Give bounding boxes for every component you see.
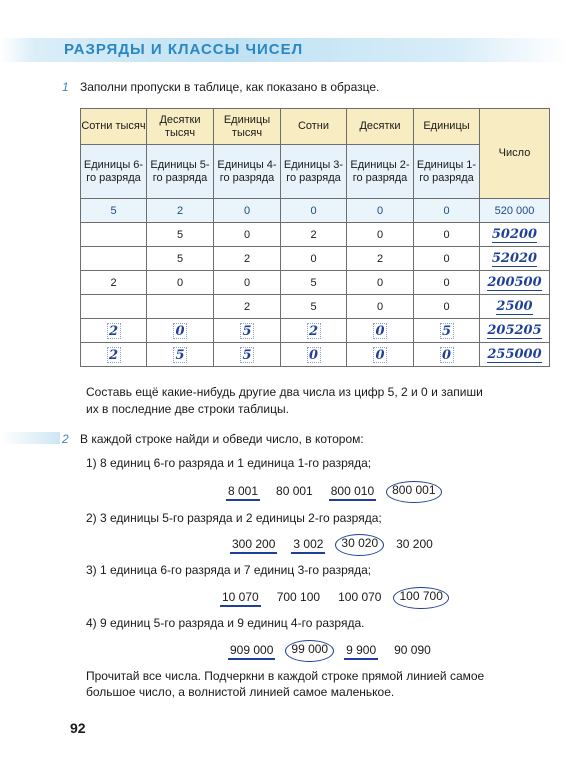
number-option[interactable]: 30 200	[396, 537, 433, 551]
number-cell	[480, 271, 550, 295]
number-option[interactable]: 30 020	[335, 534, 384, 556]
task-1-followup-line-1: Составь ещё какие-нибудь другие два числа из цифр 5, 2 и 0 и запиши	[86, 385, 483, 399]
handwritten-digit: 2	[107, 347, 121, 363]
number-option[interactable]: 909 000	[228, 642, 275, 660]
header-units: Единицы	[414, 109, 480, 145]
handwritten-digit: 0	[307, 347, 321, 363]
table-cell: 5	[281, 271, 347, 295]
subheader-rank-5: Единицы 5-го разряда	[147, 145, 214, 199]
number-option[interactable]: 3 002	[291, 536, 325, 554]
task-2-item-3-label: 3) 1 единица 6-го разряда и 7 единиц 3-го разряда;	[86, 563, 372, 577]
handwritten-digit: 0	[373, 347, 387, 363]
handwritten-number: 205205	[487, 323, 542, 338]
subheader-rank-1: Единицы 1-го разряда	[414, 145, 480, 199]
task-2-number: 2	[62, 432, 69, 446]
handwritten-digit: 5	[440, 323, 454, 339]
task-2-item-1-label: 1) 8 единиц 6-го разряда и 1 единица 1-го разряда;	[86, 456, 372, 470]
table-cell: 2	[81, 271, 147, 295]
handwritten-number: 200500	[487, 275, 542, 290]
number-option[interactable]: 800 001	[386, 481, 441, 503]
table-cell	[147, 295, 214, 319]
table-cell	[81, 343, 147, 367]
table-cell: 5	[147, 223, 214, 247]
header-tens: Десятки	[347, 109, 414, 145]
handwritten-number: 255000	[487, 347, 542, 362]
table-row	[81, 343, 550, 367]
decorative-stripe	[0, 432, 60, 444]
handwritten-digit: 2	[307, 323, 321, 339]
task-2-final-line-1: Прочитай все числа. Подчеркни в каждой строке прямой линией самое	[86, 669, 485, 683]
number-cell	[480, 319, 550, 343]
table-cell	[414, 343, 480, 367]
table-cell: 0	[414, 247, 480, 271]
table-cell: 0	[347, 199, 414, 223]
table-cell: 0	[414, 295, 480, 319]
header-ten-thousands: Десятки тысяч	[147, 109, 214, 145]
task-2-item-2-options	[230, 536, 435, 554]
table-cell: 0	[214, 271, 281, 295]
table-cell	[347, 319, 414, 343]
table-cell	[281, 343, 347, 367]
handwritten-digit: 0	[173, 323, 187, 339]
table-cell: 5	[281, 295, 347, 319]
table-cell: 2	[347, 247, 414, 271]
number-option[interactable]: 90 090	[394, 643, 431, 657]
digits-table	[80, 108, 550, 367]
task-1-text: Заполни пропуски в таблице, как показано в образце.	[80, 80, 380, 94]
number-cell	[480, 343, 550, 367]
table-row	[81, 223, 550, 247]
table-cell	[81, 319, 147, 343]
handwritten-digit: 5	[240, 347, 254, 363]
subheader-rank-2: Единицы 2-го разряда	[347, 145, 414, 199]
number-option[interactable]: 9 900	[344, 642, 378, 660]
table-row	[81, 271, 550, 295]
number-cell	[480, 247, 550, 271]
page-number: 92	[70, 720, 86, 736]
task-2-item-2-label: 2) 3 единицы 5-го разряда и 2 единицы 2-го разряда;	[86, 511, 382, 525]
number-option[interactable]: 100 700	[393, 587, 448, 609]
task-1-number: 1	[62, 80, 69, 94]
number-option[interactable]: 700 100	[276, 590, 321, 604]
digits-table-wrap	[80, 108, 550, 367]
task-2-final-line-2: большое число, а волнистой линией самое маленькое.	[86, 685, 395, 699]
handwritten-number: 52020	[491, 251, 538, 266]
number-option[interactable]: 99 000	[285, 640, 334, 662]
table-cell	[214, 343, 281, 367]
task-1-followup-line-2: их в последние две строки таблицы.	[86, 402, 289, 416]
table-cell: 5	[147, 247, 214, 271]
number-cell	[480, 223, 550, 247]
header-hundreds: Сотни	[281, 109, 347, 145]
handwritten-number: 50200	[491, 227, 538, 242]
number-option[interactable]: 80 001	[276, 484, 313, 498]
number-option[interactable]: 300 200	[230, 536, 277, 554]
table-cell	[81, 247, 147, 271]
table-cell	[414, 319, 480, 343]
task-2-item-3-options	[220, 589, 445, 607]
handwritten-digit: 5	[240, 323, 254, 339]
table-cell: 5	[81, 199, 147, 223]
handwritten-digit: 2	[107, 323, 121, 339]
number-option[interactable]: 10 070	[220, 589, 261, 607]
table-cell	[147, 343, 214, 367]
subheader-rank-6: Единицы 6-го разряда	[81, 145, 147, 199]
table-row	[81, 199, 550, 223]
table-cell	[81, 223, 147, 247]
table-cell	[214, 319, 281, 343]
table-cell: 2	[214, 247, 281, 271]
number-option[interactable]: 8 001	[226, 483, 260, 501]
table-cell	[147, 319, 214, 343]
table-row	[81, 247, 550, 271]
task-2-text: В каждой строке найди и обведи число, в котором:	[80, 432, 364, 446]
table-cell: 2	[281, 223, 347, 247]
subheader-rank-4: Единицы 4-го разряда	[214, 145, 281, 199]
subheader-rank-3: Единицы 3-го разряда	[281, 145, 347, 199]
table-cell: 0	[147, 271, 214, 295]
table-cell: 0	[281, 247, 347, 271]
number-option[interactable]: 100 070	[338, 590, 382, 604]
table-cell	[347, 343, 414, 367]
table-row	[81, 319, 550, 343]
table-cell: 0	[347, 223, 414, 247]
handwritten-digit: 0	[440, 347, 454, 363]
number-option[interactable]: 800 010	[329, 483, 376, 501]
table-cell	[281, 319, 347, 343]
table-cell: 0	[214, 199, 281, 223]
handwritten-digit: 5	[173, 347, 187, 363]
handwritten-digit: 0	[373, 323, 387, 339]
header-number: Число	[480, 109, 550, 199]
table-cell: 2	[214, 295, 281, 319]
table-cell: 0	[281, 199, 347, 223]
task-2-item-1-options	[226, 483, 438, 501]
table-cell: 2	[147, 199, 214, 223]
task-2-item-4-label: 4) 9 единиц 5-го разряда и 9 единиц 4-го разряда.	[86, 616, 365, 630]
header-hundred-thousands: Сотни тысяч	[81, 109, 147, 145]
table-cell: 0	[414, 271, 480, 295]
table-cell	[81, 295, 147, 319]
page-title: РАЗРЯДЫ И КЛАССЫ ЧИСЕЛ	[64, 41, 304, 58]
header-thousands: Единицы тысяч	[214, 109, 281, 145]
table-cell: 0	[347, 295, 414, 319]
number-cell	[480, 295, 550, 319]
handwritten-number: 2500	[496, 299, 533, 314]
table-cell: 0	[414, 199, 480, 223]
table-cell: 0	[214, 223, 281, 247]
number-cell: 520 000	[480, 199, 550, 223]
table-cell: 0	[414, 223, 480, 247]
table-cell: 0	[347, 271, 414, 295]
task-2-item-4-options	[228, 642, 433, 660]
table-row	[81, 295, 550, 319]
